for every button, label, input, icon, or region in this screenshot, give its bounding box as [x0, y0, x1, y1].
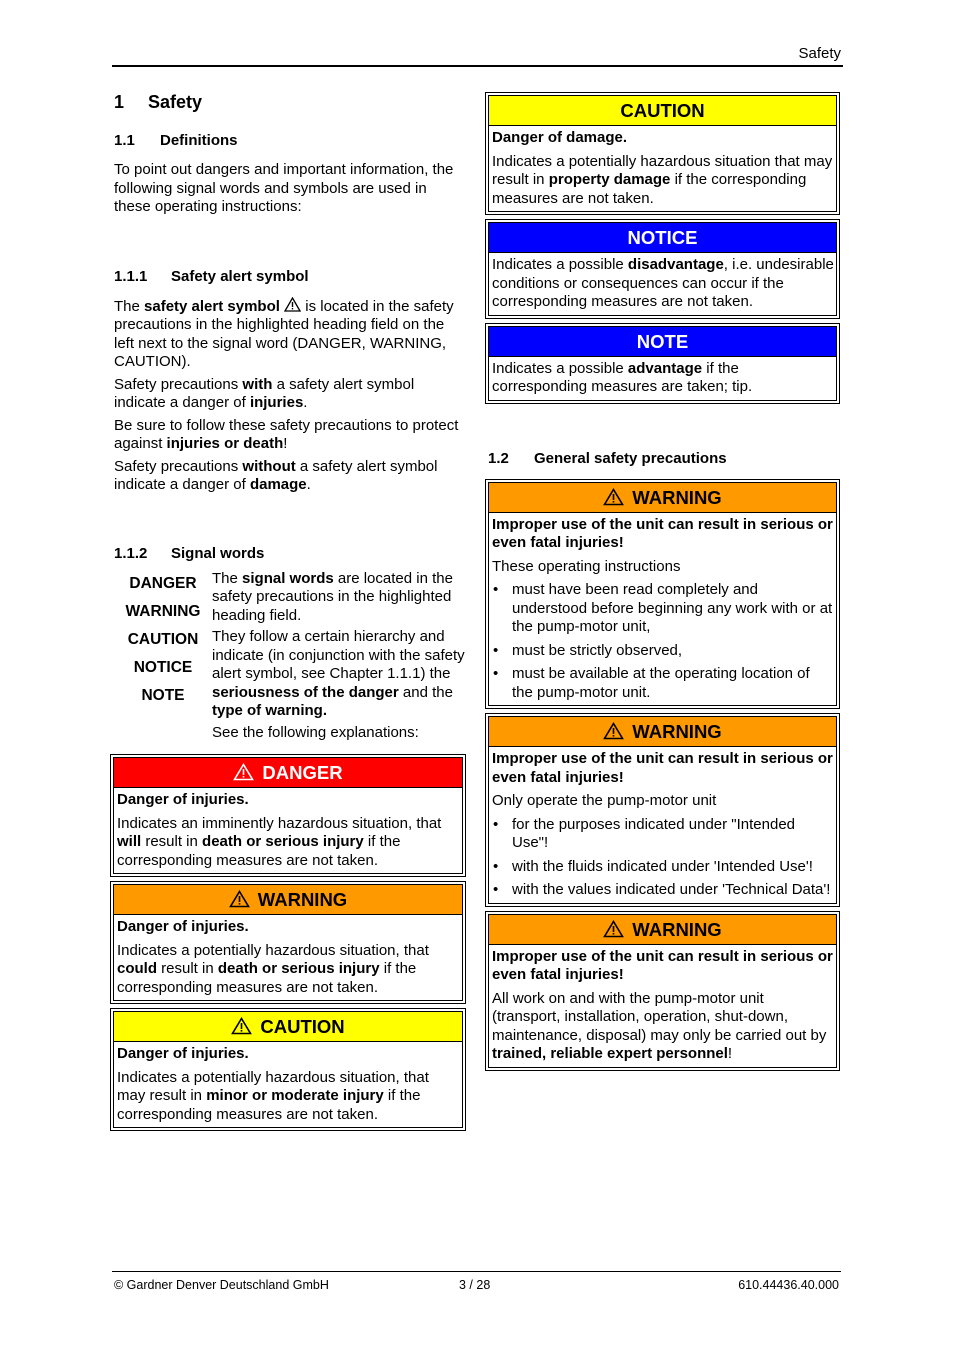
- footer-copyright: © Gardner Denver Deutschland GmbH: [114, 1278, 329, 1292]
- note-box: [485, 323, 840, 404]
- alert-para-2: Safety precautions with a safety alert symbol indicate a danger of injuries.: [114, 375, 415, 411]
- footer-page-number: 3 / 28: [459, 1278, 491, 1292]
- warning-triangle-icon: [231, 1017, 252, 1035]
- caution-damage-box: [485, 92, 840, 215]
- alert-para-4: Safety precautions without a safety alert symbol indicate a danger of damage.: [114, 457, 438, 493]
- alert-para-1: The safety alert symbol is located in the safety precautions in the highlighted heading field on the left next to the signal word (DANGER, WARNING, CAUTION).: [114, 297, 454, 370]
- general-warning-header: WARNING: [489, 483, 836, 513]
- danger-lead: Danger of injuries.: [117, 791, 249, 808]
- heading-1-1-2: 1.1.2 Signal words: [114, 544, 265, 562]
- warning-triangle-icon: [229, 890, 250, 908]
- warning-box: [110, 881, 466, 1004]
- signal-word: WARNING: [125, 602, 201, 620]
- signal-word-list: [114, 570, 212, 746]
- general-warning-intro: Only operate the pump-motor unit: [492, 792, 717, 809]
- notice-text: Indicates a possible disadvantage, i.e. undesirable conditions or consequences can occur if the corresponding measures are not taken.: [492, 256, 834, 310]
- warning-triangle-icon: [603, 920, 624, 938]
- heading-1-1-1: 1.1.1 Safety alert symbol: [114, 267, 309, 285]
- list-item: • must be available at the operating location of the pump-motor unit.: [493, 665, 810, 701]
- general-warning-list: [492, 581, 834, 702]
- list-item: • must be strictly observed,: [493, 641, 683, 659]
- danger-box: [110, 754, 466, 877]
- signal-word: NOTE: [141, 686, 185, 704]
- general-warning-box-3: [485, 911, 840, 1071]
- warning-triangle-icon: [233, 763, 254, 781]
- warning-text: Indicates a potentially hazardous situation, that could result in death or serious injury if the corresponding measures are not taken.: [117, 941, 429, 996]
- general-warning-lead: Improper use of the unit can result in serious or even fatal injuries!: [492, 515, 833, 551]
- signal-word: DANGER: [129, 574, 197, 592]
- general-warning-header: WARNING: [489, 915, 836, 945]
- general-warning-text: All work on and with the pump-motor unit (transport, installation, operation, shut-down, maintenance, disposal) may only be carried out by trained, reliable expert personnel!: [492, 989, 827, 1062]
- warning-header: WARNING: [114, 885, 462, 915]
- list-item: • with the fluids indicated under 'Intended Use'!: [493, 857, 813, 875]
- running-header: Safety: [798, 45, 841, 62]
- left-column: [114, 90, 466, 1131]
- caution-damage-header: CAUTION: [489, 96, 836, 126]
- warning-triangle-icon: [603, 488, 624, 506]
- general-warning-box-2: [485, 713, 840, 907]
- footer-doc-number: 610.44436.40.000: [738, 1278, 839, 1292]
- general-warning-lead: Improper use of the unit can result in serious or even fatal injuries!: [492, 750, 833, 786]
- notice-header: NOTICE: [489, 223, 836, 253]
- general-warning-header: WARNING: [489, 717, 836, 747]
- heading-1: 1 Safety: [114, 92, 203, 112]
- caution-damage-text: Indicates a potentially hazardous situation that may result in property damage if the corresponding measures are not taken.: [492, 152, 833, 207]
- list-item: • must have been read completely and understood before beginning any work with or at the pump-motor unit,: [493, 581, 833, 635]
- signal-words-section: [114, 570, 466, 746]
- general-warning-box-1: [485, 479, 840, 710]
- warning-triangle-icon: [603, 722, 624, 740]
- note-header: NOTE: [489, 327, 836, 357]
- heading-1-2: 1.2 General safety precautions: [488, 449, 727, 467]
- heading-1-1: 1.1 Definitions: [114, 132, 238, 149]
- general-warning-lead: Improper use of the unit can result in serious or even fatal injuries!: [492, 947, 833, 983]
- notice-box: [485, 219, 840, 319]
- signal-word: NOTICE: [133, 658, 193, 676]
- danger-text: Indicates an imminently hazardous situation, that will result in death or serious injury if the corresponding measures are not taken.: [117, 814, 442, 869]
- danger-header: DANGER: [114, 758, 462, 788]
- footer-rule: [112, 1271, 841, 1272]
- note-text: Indicates a possible advantage if the corresponding measures are taken; tip.: [492, 359, 753, 395]
- caution-header: CAUTION: [114, 1012, 462, 1042]
- caution-damage-lead: Danger of damage.: [492, 129, 628, 146]
- header-rule: [112, 65, 843, 67]
- signal-word-explanation: The signal words are located in the safety precautions in the highlighted heading field. They follow a certain hierarchy and indicate (in conjunction with the safety alert symbol, see Chapter 1.1.1) the seriousness of the danger and the type of warning. See the following explanations:: [212, 569, 465, 741]
- list-item: • with the values indicated under 'Technical Data'!: [493, 881, 831, 898]
- alert-para-3: Be sure to follow these safety precautions to protect against injuries or death!: [114, 416, 459, 452]
- caution-box: [110, 1008, 466, 1131]
- signal-word: CAUTION: [127, 630, 199, 648]
- list-item: • for the purposes indicated under "Intended Use"!: [493, 815, 796, 851]
- general-warning-intro: These operating instructions: [492, 557, 681, 575]
- caution-text: Indicates a potentially hazardous situation, that may result in minor or moderate injury if the corresponding measures are not taken.: [117, 1068, 429, 1123]
- right-column: [485, 92, 840, 1071]
- general-warning-list: [492, 816, 834, 900]
- definitions-intro: To point out dangers and important information, the following signal words and symbols are used in these operating instructions:: [114, 161, 454, 215]
- caution-lead: Danger of injuries.: [117, 1045, 249, 1062]
- warning-lead: Danger of injuries.: [117, 918, 249, 935]
- warning-triangle-icon: [284, 297, 301, 312]
